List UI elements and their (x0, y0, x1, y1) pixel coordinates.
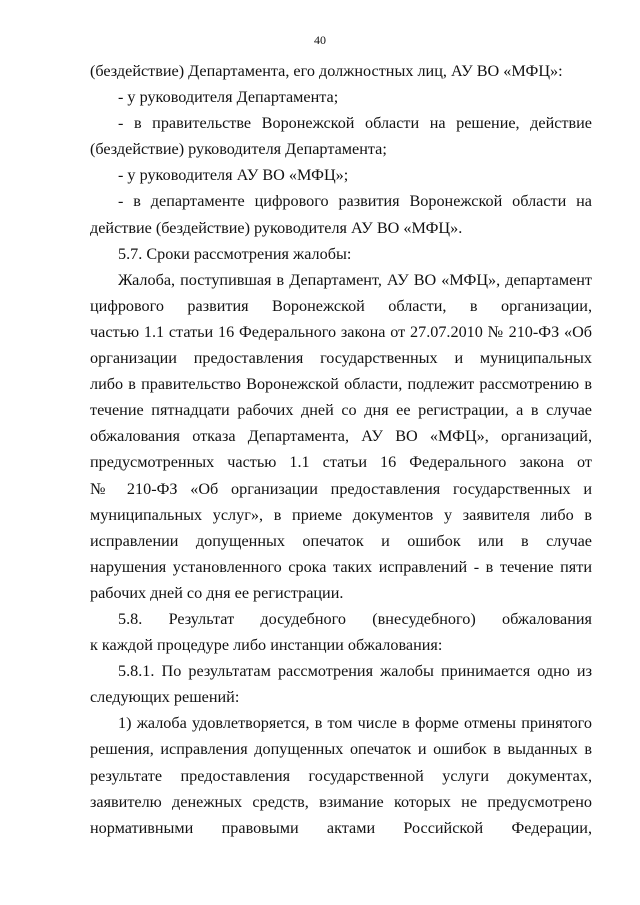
text-line: - у руководителя Департамента; (118, 88, 339, 107)
text-line: либо в правительство Воронежской области, подлежит рассмотрению в (90, 375, 592, 394)
text-line: к каждой процедуре либо инстанции обжалования: (90, 636, 443, 655)
text-line: действие (бездействие) руководителя АУ ВО «МФЦ». (90, 218, 463, 237)
text-line: исправлении допущенных опечаток и ошибок или в случае (90, 531, 592, 550)
text-line: - в департаменте цифрового развития Воронежской области на (118, 192, 592, 211)
text-line: организации предоставления государственных и муниципальных (90, 349, 592, 368)
text-line: частью 1.1 статьи 16 Федерального закона от 27.07.2010 № 210-ФЗ «Об (90, 322, 592, 341)
text-line: течение пятнадцати рабочих дней со дня ее регистрации, а в случае (90, 401, 592, 420)
text-line: Жалоба, поступившая в Департамент, АУ ВО «МФЦ», департамент (118, 270, 592, 289)
text-line: нормативными правовыми актами Российской Федерации, (90, 818, 592, 837)
text-line: результате предоставления государственной услуги документах, (90, 766, 592, 785)
text-line: обжалования отказа Департамента, АУ ВО «МФЦ», организаций, (90, 427, 592, 446)
text-line: № 210-ФЗ «Об организации предоставления государственных и (90, 479, 592, 498)
text-line: следующих решений: (90, 688, 240, 707)
page-number: 40 (314, 33, 326, 47)
text-line: заявителю денежных средств, взимание которых не предусмотрено (90, 792, 592, 811)
document-body (90, 58, 592, 841)
text-line: (бездействие) руководителя Департамента; (90, 140, 387, 159)
text-line: нарушения установленного срока таких исправлений - в течение пяти (90, 557, 592, 576)
text-line: 1) жалоба удовлетворяется, в том числе в форме отмены принятого (118, 714, 592, 733)
text-line: (бездействие) Департамента, его должностных лиц, АУ ВО «МФЦ»: (90, 62, 563, 80)
text-line: муниципальных услуг», в приеме документов у заявителя либо в (90, 505, 592, 524)
text-line: цифрового развития Воронежской области, в организации, (90, 296, 592, 315)
text-line: 5.8.1. По результатам рассмотрения жалобы принимается одно из (118, 662, 592, 681)
text-line: 5.7. Сроки рассмотрения жалобы: (118, 244, 352, 263)
text-line: 5.8. Результат досудебного (внесудебного) обжалования (118, 609, 592, 628)
text-line: рабочих дней со дня ее регистрации. (90, 583, 344, 602)
text-line: решения, исправления допущенных опечаток и ошибок в выданных в (90, 740, 592, 759)
text-line: - у руководителя АУ ВО «МФЦ»; (118, 166, 349, 185)
text-line: - в правительстве Воронежской области на решение, действие (118, 114, 592, 133)
text-line: предусмотренных частью 1.1 статьи 16 Федерального закона от (90, 453, 592, 472)
